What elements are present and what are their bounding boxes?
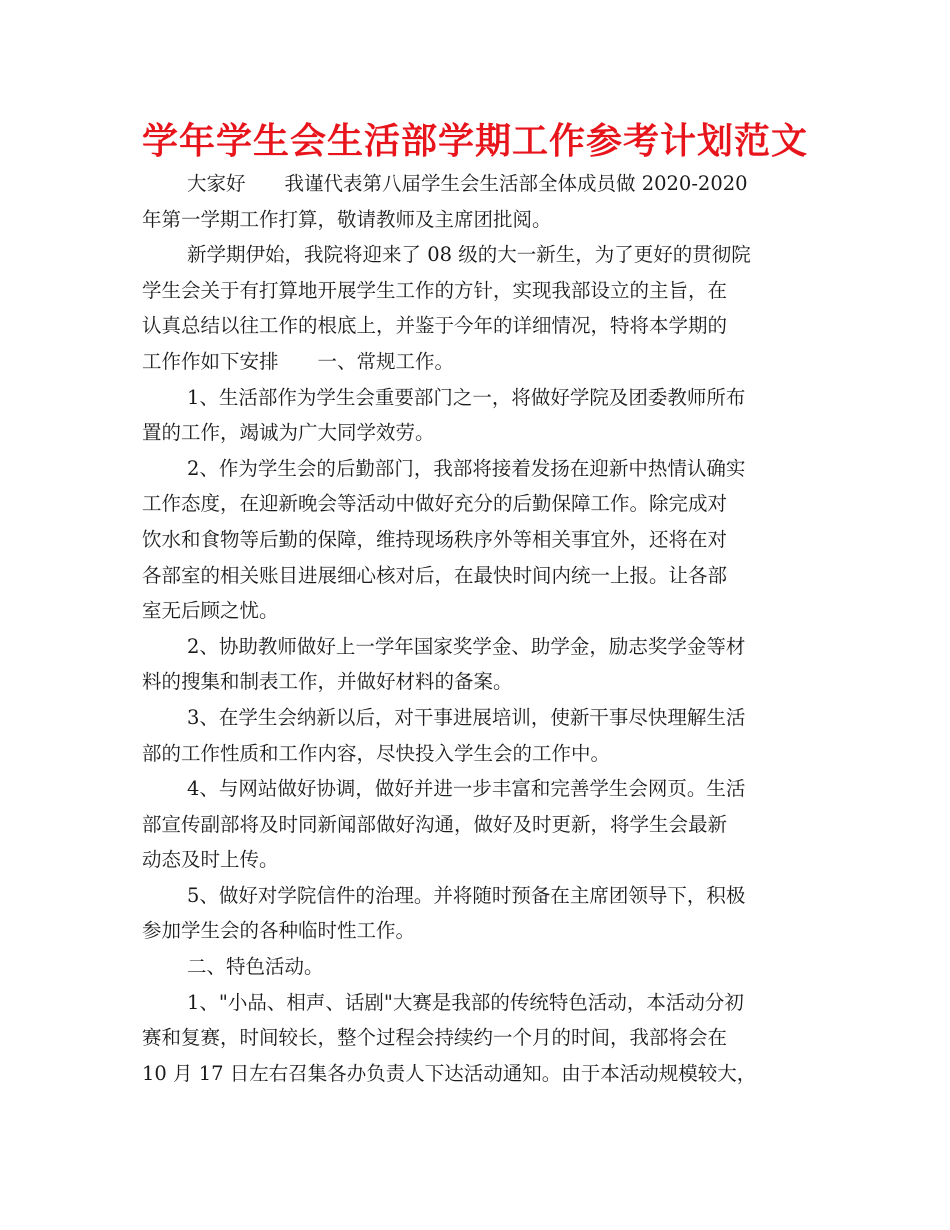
text-line: 3、在学生会纳新以后，对干事进展培训，使新干事尽快理解生活 [187, 705, 746, 729]
document-title: 学年学生会生活部学期工作参考计划范文 [141, 121, 808, 162]
text-line: 部宣传副部将及时同新闻部做好沟通，做好及时更新，将学生会最新 [142, 812, 728, 836]
text-line: 10 月 17 日左右召集各办负责人下达活动通知。由于本活动规模较大， [142, 1061, 757, 1085]
text-line: 二、特色活动。 [187, 955, 324, 979]
text-line: 4、与网站做好协调，做好并进一步丰富和完善学生会网页。生活 [187, 777, 746, 801]
text-line: 室无后顾之忧。 [142, 599, 279, 623]
text-line: 料的搜集和制表工作，并做好材料的备案。 [142, 670, 513, 694]
text-line: 各部室的相关账目进展细心核对后，在最快时间内统一上报。让各部 [142, 563, 728, 587]
text-line: 工作作如下安排 一、常规工作。 [142, 349, 455, 373]
text-line: 年第一学期工作打算，敬请教师及主席团批阅。 [142, 207, 552, 231]
text-line: 赛和复赛，时间较长，整个过程会持续约一个月的时间，我部将会在 [142, 1026, 728, 1050]
text-line: 1、"小品、相声、话剧"大赛是我部的传统特色活动，本活动分初 [187, 990, 744, 1014]
text-line: 1、生活部作为学生会重要部门之一，将做好学院及团委教师所布 [187, 385, 746, 409]
text-line: 部的工作性质和工作内容，尽快投入学生会的工作中。 [142, 741, 611, 765]
text-line: 大家好 我谨代表第八届学生会生活部全体成员做 2020-2020 [187, 172, 748, 195]
text-line: 工作态度，在迎新晚会等活动中做好充分的后勤保障工作。除完成对 [142, 492, 728, 516]
text-line: 学生会关于有打算地开展学生工作的方针，实现我部设立的主旨，在 [142, 278, 728, 302]
text-line: 参加学生会的各种临时性工作。 [142, 919, 416, 943]
text-line: 5、做好对学院信件的治理。并将随时预备在主席团领导下，积极 [187, 883, 746, 907]
text-line: 饮水和食物等后勤的保障，维持现场秩序外等相关事宜外，还将在对 [142, 527, 728, 551]
text-line: 新学期伊始，我院将迎来了 08 级的大一新生，为了更好的贯彻院 [187, 243, 751, 267]
text-line: 2、协助教师做好上一学年国家奖学金、助学金，励志奖学金等材 [187, 634, 746, 658]
text-line: 认真总结以往工作的根底上，并鉴于今年的详细情况，特将本学期的 [142, 314, 728, 338]
text-line: 动态及时上传。 [142, 848, 279, 872]
text-line: 2、作为学生会的后勤部门，我部将接着发扬在迎新中热情认确实 [187, 456, 746, 480]
document-body [142, 166, 814, 1091]
text-line: 置的工作，竭诚为广大同学效劳。 [142, 421, 435, 445]
